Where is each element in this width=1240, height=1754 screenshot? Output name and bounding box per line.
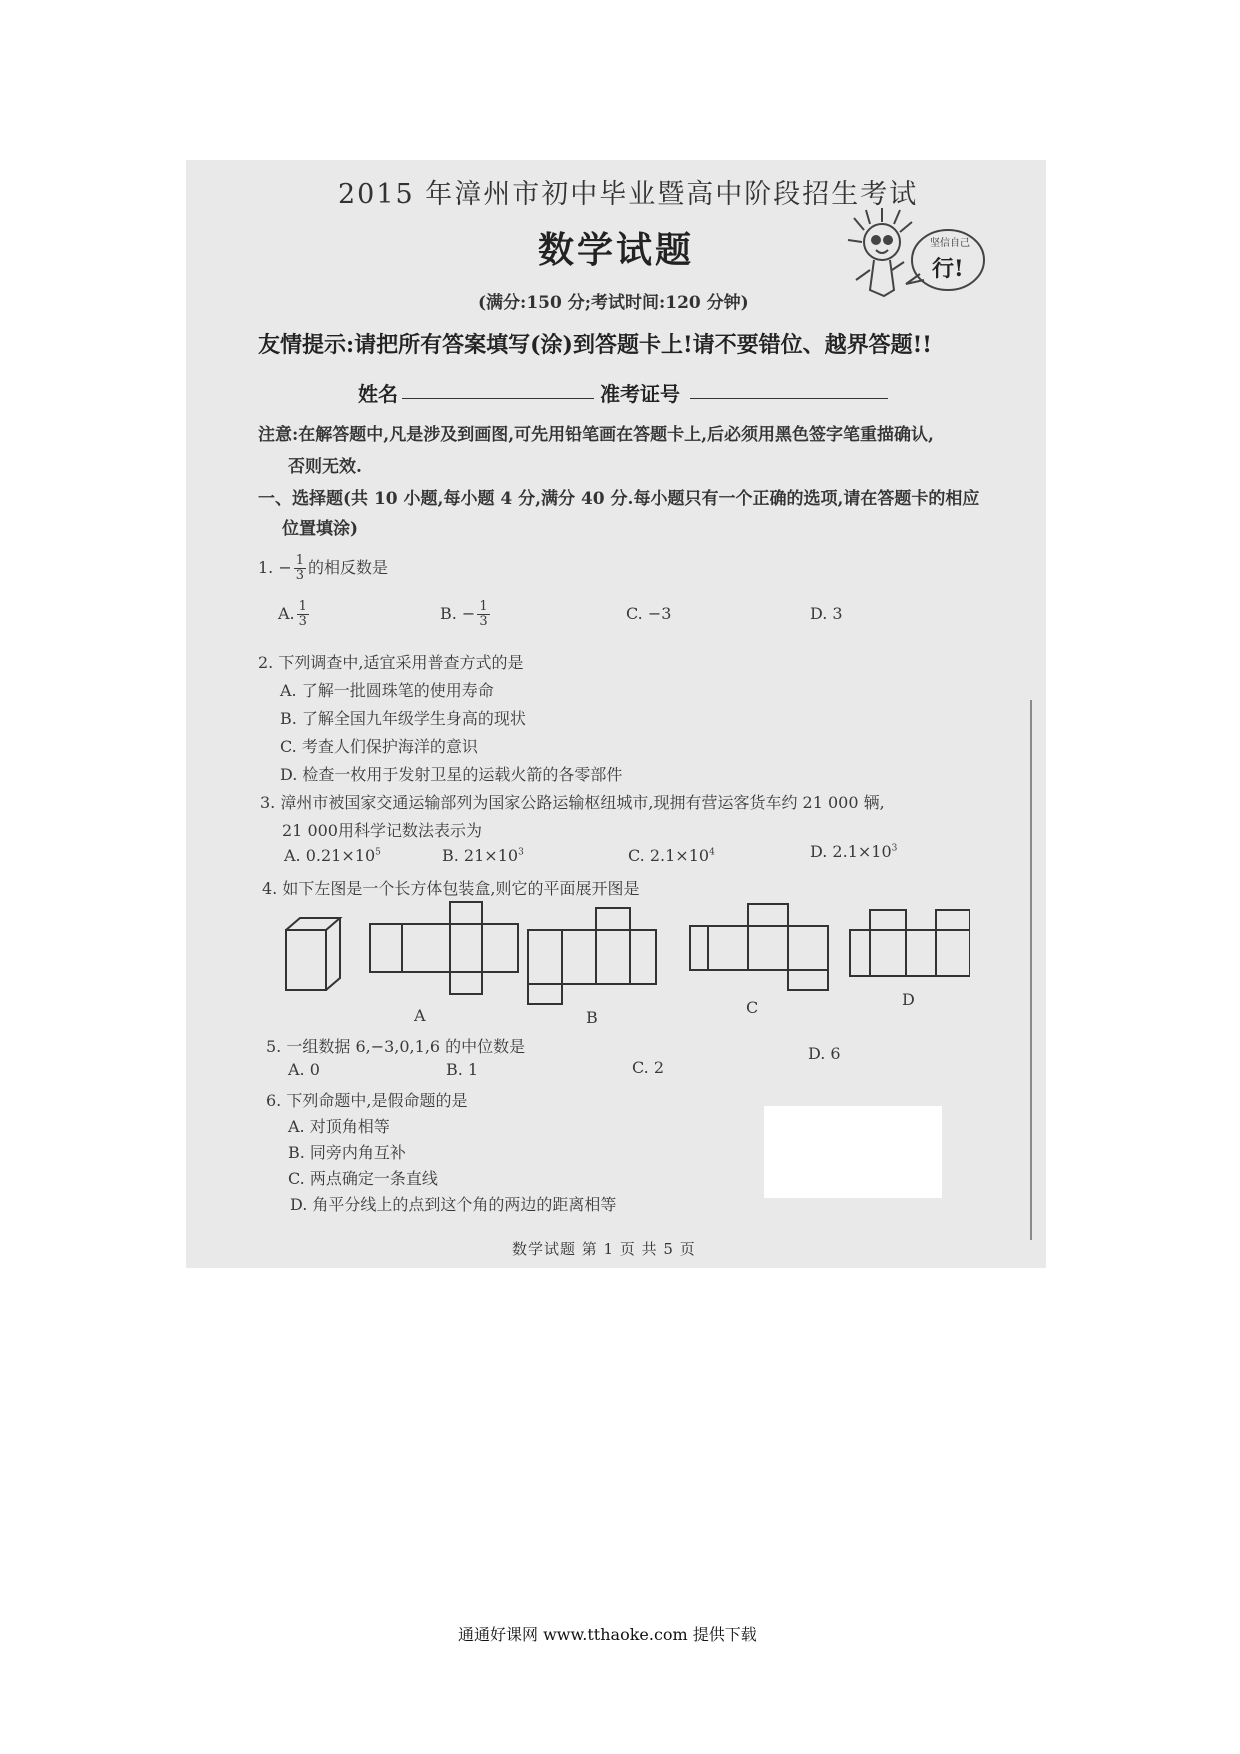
q1-stem bbox=[258, 554, 388, 583]
q1-a-num: 1 bbox=[298, 599, 307, 614]
q5-option-c: C. 2 bbox=[632, 1058, 665, 1077]
q6-option-d: D. 角平分线上的点到这个角的两边的距离相等 bbox=[290, 1195, 617, 1214]
q5-option-b: B. 1 bbox=[446, 1060, 479, 1079]
q3-stem-1: 3. 漳州市被国家交通运输部列为国家公路运输枢纽城市,现拥有营运客货车约 21 000 辆, bbox=[260, 793, 885, 812]
q5-option-a: A. 0 bbox=[288, 1060, 320, 1079]
q3-d-exp: 3 bbox=[891, 843, 898, 854]
q4-figures bbox=[270, 890, 970, 1020]
exam-top-title: 2015 年漳州市初中毕业暨高中阶段招生考试 bbox=[338, 179, 919, 210]
q1-a-fraction bbox=[297, 600, 309, 629]
q1-b-num: 1 bbox=[479, 599, 488, 614]
exam-title: 数学试题 bbox=[538, 229, 695, 271]
note-line-1: 注意:在解答题中,凡是涉及到画图,可先用铅笔画在答题卡上,后必须用黑色签字笔重描确认, bbox=[258, 425, 934, 445]
q2-option-d: D. 检查一枚用于发射卫星的运载火箭的各零部件 bbox=[280, 765, 623, 784]
q1-a-prefix: A. bbox=[278, 604, 295, 623]
net-c-label: C bbox=[746, 998, 759, 1017]
q6-option-c: C. 两点确定一条直线 bbox=[288, 1169, 438, 1188]
mascot-bubble-big: 行! bbox=[932, 256, 964, 282]
q2-option-c: C. 考查人们保护海洋的意识 bbox=[280, 737, 478, 756]
name-label: 姓名 bbox=[358, 382, 398, 406]
q1-frac-den: 3 bbox=[295, 568, 305, 583]
q3-b-exp: 3 bbox=[518, 847, 524, 858]
net-a-label: A bbox=[414, 1006, 426, 1025]
cuboid-figure bbox=[286, 918, 340, 990]
q3-stem-2: 21 000用科学记数法表示为 bbox=[282, 821, 482, 840]
q1-option-c: C. −3 bbox=[626, 604, 672, 623]
id-blank bbox=[690, 398, 888, 399]
blank-box bbox=[764, 1106, 942, 1198]
q3-b-base: B. 21×10 bbox=[442, 846, 519, 865]
net-d-label: D bbox=[902, 990, 915, 1009]
q3-a-base: A. 0.21×10 bbox=[284, 846, 376, 865]
mascot-illustration bbox=[840, 200, 990, 310]
q6-option-b: B. 同旁内角互补 bbox=[288, 1143, 406, 1162]
q4-stem: 4. 如下左图是一个长方体包装盒,则它的平面展开图是 bbox=[262, 879, 640, 898]
q5-option-d: D. 6 bbox=[808, 1044, 841, 1063]
net-b bbox=[528, 908, 656, 1004]
q2-option-a: A. 了解一批圆珠笔的使用寿命 bbox=[280, 681, 494, 700]
name-blank bbox=[402, 398, 594, 399]
q2-stem: 2. 下列调查中,适宜采用普查方式的是 bbox=[258, 653, 524, 672]
q3-option-b bbox=[442, 846, 524, 865]
q2-option-b: B. 了解全国九年级学生身高的现状 bbox=[280, 709, 526, 728]
net-d bbox=[850, 910, 970, 976]
section-heading-2: 位置填涂) bbox=[282, 519, 359, 539]
download-credit: 通通好课网 www.tthaoke.com 提供下载 bbox=[458, 1625, 757, 1644]
q3-a-exp: 5 bbox=[375, 847, 381, 858]
q1-fraction bbox=[294, 554, 306, 583]
q3-option-a bbox=[284, 846, 381, 865]
q1-b-prefix: B. − bbox=[440, 604, 476, 623]
note-line-2: 否则无效. bbox=[288, 457, 362, 477]
id-label: 准考证号 bbox=[600, 382, 680, 406]
q3-c-base: C. 2.1×10 bbox=[628, 846, 710, 865]
mascot-bubble-small: 坚信自己 bbox=[930, 238, 970, 249]
page-edge-line bbox=[1030, 700, 1032, 1240]
section-heading-1: 一、选择题(共 10 小题,每小题 4 分,满分 40 分.每小题只有一个正确的选项,请在答题卡的相应 bbox=[258, 489, 980, 509]
page-footer: 数学试题 第 1 页 共 5 页 bbox=[512, 1240, 696, 1258]
net-a bbox=[370, 902, 518, 994]
q6-stem: 6. 下列命题中,是假命题的是 bbox=[266, 1091, 468, 1110]
q1-option-a bbox=[278, 600, 311, 629]
net-b-label: B bbox=[586, 1008, 598, 1027]
q3-d-base: D. 2.1×10 bbox=[810, 842, 892, 861]
q1-prefix: 1. − bbox=[258, 558, 292, 577]
score-time: (满分:150 分;考试时间:120 分钟) bbox=[478, 293, 749, 313]
q3-c-exp: 4 bbox=[709, 847, 715, 858]
q3-option-d bbox=[810, 842, 897, 861]
friendly-tip: 友情提示:请把所有答案填写(涂)到答题卡上!请不要错位、越界答题!! bbox=[258, 332, 932, 358]
q1-b-den: 3 bbox=[479, 614, 488, 629]
q1-option-d: D. 3 bbox=[810, 604, 843, 623]
q1-a-den: 3 bbox=[298, 614, 307, 629]
q5-stem: 5. 一组数据 6,−3,0,1,6 的中位数是 bbox=[266, 1037, 526, 1056]
q1-frac-num: 1 bbox=[295, 553, 305, 568]
q3-option-c bbox=[628, 846, 715, 865]
q1-suffix: 的相反数是 bbox=[308, 558, 389, 577]
q1-option-b bbox=[440, 600, 492, 629]
q1-b-fraction bbox=[477, 600, 489, 629]
q6-option-a: A. 对顶角相等 bbox=[288, 1117, 390, 1136]
net-c bbox=[690, 904, 828, 990]
